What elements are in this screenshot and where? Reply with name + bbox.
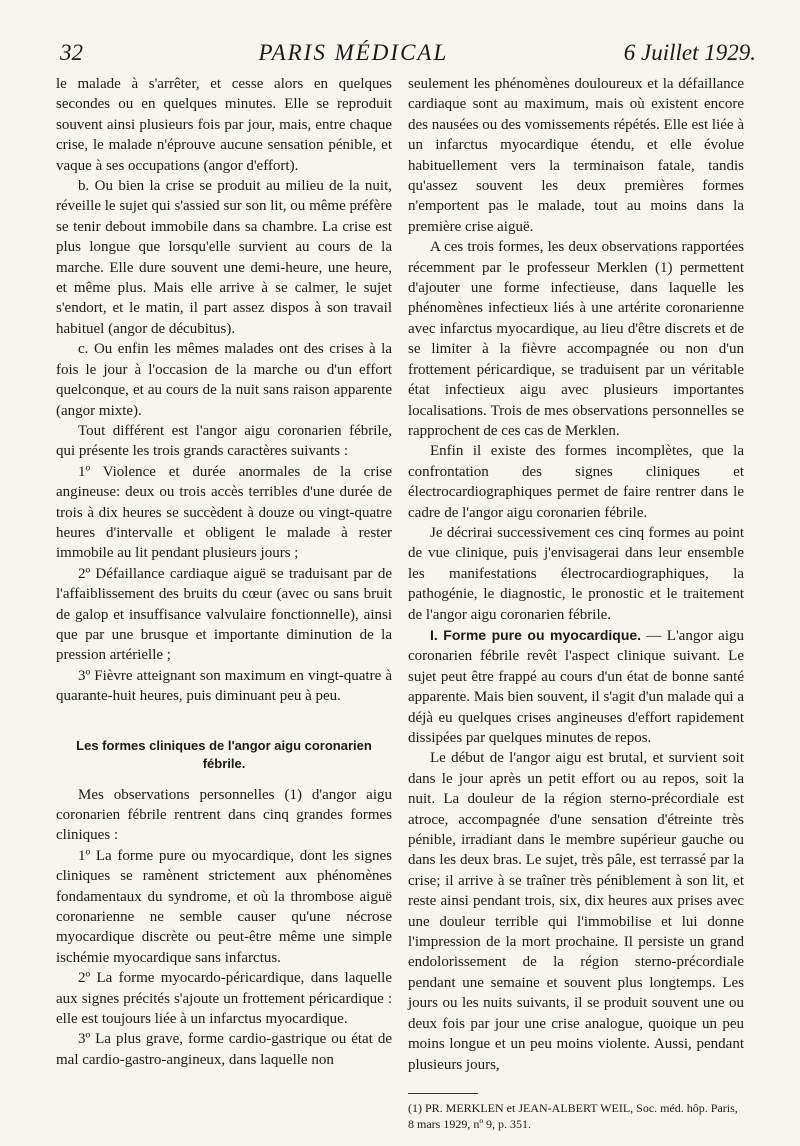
footnote-divider bbox=[408, 1093, 478, 1094]
list-item: 2º Défaillance cardiaque aiguë se traduisant par de l'affaiblissement des bruits du cœur (avec ou sans bruit de galop et insuffisance valvulaire fonctionnelle), ainsi que par une brusque et importante diminution de la pression artérielle ; bbox=[56, 565, 392, 664]
paragraph: b. Ou bien la crise se produit au milieu de la nuit, réveille le sujet qui s'assied sur son lit, ou même préfère se tenir debout immobile dans sa chambre. La crise est plus longue que lorsqu'elle survient au cours de la marche. Elle dure souvent une demi-heure, une heure, et même plus. Mais elle arrive à se calmer, le sujet s'endort, et le matin, il part assez dispos à son travail habituel (angor de décubitus). bbox=[56, 178, 392, 337]
list-item: 1º La forme pure ou myocardique, dont les signes cliniques se ramènent strictement aux phénomènes fondamentaux du syndrome, et où la thrombose aiguë coronarienne ne semble causer qu'une nécrose myocardique discrète ou peut-être même une simple ischémie myocardique sans infarctus. bbox=[56, 847, 392, 966]
section-heading: Les formes cliniques de l'angor aigu coronarien fébrile. bbox=[76, 737, 372, 771]
list-item: 1º Violence et durée anormales de la crise angineuse: deux ou trois accès terribles d'une durée de trois à dix heures se succèdent à douze ou vingt-quatre heures d'intervalle et obligent le malade à rester immobile au lit pendant plusieurs jours ; bbox=[56, 463, 392, 562]
list-item: 3º La plus grave, forme cardio-gastrique ou état de mal cardio-gastro-angineux, dans laquelle non bbox=[56, 1031, 392, 1068]
issue-date: 6 Juillet 1929. bbox=[623, 40, 756, 65]
list-item: 2º La forme myocardo-péricardique, dans laquelle aux signes précités s'ajoute un frottement péricardique : elle est toujours liée à un infarctus myocardique. bbox=[56, 970, 392, 1028]
paragraph: le malade à s'arrêter, et cesse alors en quelques secondes ou en quelques minutes. Elle se reproduit souvent ainsi plusieurs fois par jour, mais, entre chaque crise, le malade n'éprouve aucune sensation pénible, et vaque à ses occupations (angor d'effort). bbox=[56, 76, 392, 174]
right-column bbox=[408, 74, 744, 1132]
paragraph: Enfin il existe des formes incomplètes, que la confrontation des signes cliniques et électrocardiographiques permet de faire rentrer dans le cadre de l'angor aigu coronarien fébrile. bbox=[408, 443, 744, 521]
paragraph: Mes observations personnelles (1) d'angor aigu coronarien fébrile rentrent dans cinq grandes formes cliniques : bbox=[56, 786, 392, 844]
subsection-heading: I. Forme pure ou myocardique. bbox=[430, 626, 642, 643]
paragraph: c. Ou enfin les mêmes malades ont des crises à la fois le jour à l'occasion de la marche ou d'un effort quelconque, et au cours de la nuit sans raison apparente (angor mixte). bbox=[56, 341, 392, 419]
journal-title: PARIS MÉDICAL bbox=[258, 40, 449, 65]
list-item: 3º Fièvre atteignant son maximum en vingt-quatre à quarante-huit heures, puis diminuant peu à peu. bbox=[56, 667, 392, 705]
paragraph: Je décrirai successivement ces cinq formes au point de vue clinique, puis j'envisagerai dans leur ensemble les manifestations électrocardiographiques, la pathogénie, le diagnostic, le pronostic et le traitement de l'angor aigu coronarien fébrile. bbox=[408, 524, 744, 623]
paragraph: Tout différent est l'angor aigu coronarien fébrile, qui présente les trois grands caractères suivants : bbox=[56, 422, 392, 460]
paragraph: A ces trois formes, les deux observations rapportées récemment par le professeur Merklen (1) permettent d'ajouter une forme infectieuse, dans laquelle les phénomènes infectieux liés à une artérite coronarienne avec infarctus myocardique, au lieu d'être discrets et de se limiter à la fièvre accompagnée ou non d'un frottement péricardique, se traduisent par un véritable état infectieux aigu avec plusieurs importantes localisations. Trois de mes observations personnelles se rapprochent de ces cas de Merklen. bbox=[408, 239, 744, 439]
paragraph bbox=[408, 625, 744, 748]
page-number: 32 bbox=[60, 40, 83, 65]
paragraph-text: — L'angor aigu coronarien fébrile revêt l'aspect clinique suivant. Le sujet peut être frappé au cours d'un état de bonne santé apparente. Mais bien souvent, il s'agit d'un malade qui a déjà eu quelques crises angineuses d'effort rapidement dissipées par quelques minutes de repos. bbox=[408, 627, 745, 746]
paragraph: seulement les phénomènes douloureux et la défaillance cardiaque sont au maximum, mais où existent encore des nausées ou des vomissements répétés. Elle est liée à un infarctus myocardique étendu, et elle évolue habituellement vers la terminaison fatale, tandis qu'assez souvent les deux premières formes n'emportent pas le malade, tout au moins dans la première crise aiguë. bbox=[408, 76, 744, 235]
page-header bbox=[60, 40, 756, 74]
footnote: (1) PR. MERKLEN et JEAN-ALBERT WEIL, Soc. méd. hôp. Paris, 8 mars 1929, nº 9, p. 351. bbox=[408, 1100, 738, 1131]
paragraph: Le début de l'angor aigu est brutal, et survient soit dans le jour après un petit effort ou au repos, soit la nuit. La douleur de la région sterno-précordiale est atroce, accompagnée d'une sensation d'étreinte très pénible, irradiant dans le membre supérieur gauche ou dans les deux bras. Le sujet, très pâle, est terrassé par la crise; il arrive à se traîner très péniblement à son lit, et reste ainsi pendant trois, six, dix heures aux prises avec une douleur terrible qui l'immobilise et lui donne l'impression de la mort prochaine. Il persiste un grand endolorissement de la région sterno-précordiale pendant une semaine et souvent plus longtemps. Les jours ou les nuits suivants, il se produit souvent une ou deux fois par jour une crise analogue, quoique un peu moins longue et un peu moins violente. Aussi, pendant plusieurs jours, bbox=[408, 750, 744, 1073]
left-column bbox=[56, 74, 392, 1070]
